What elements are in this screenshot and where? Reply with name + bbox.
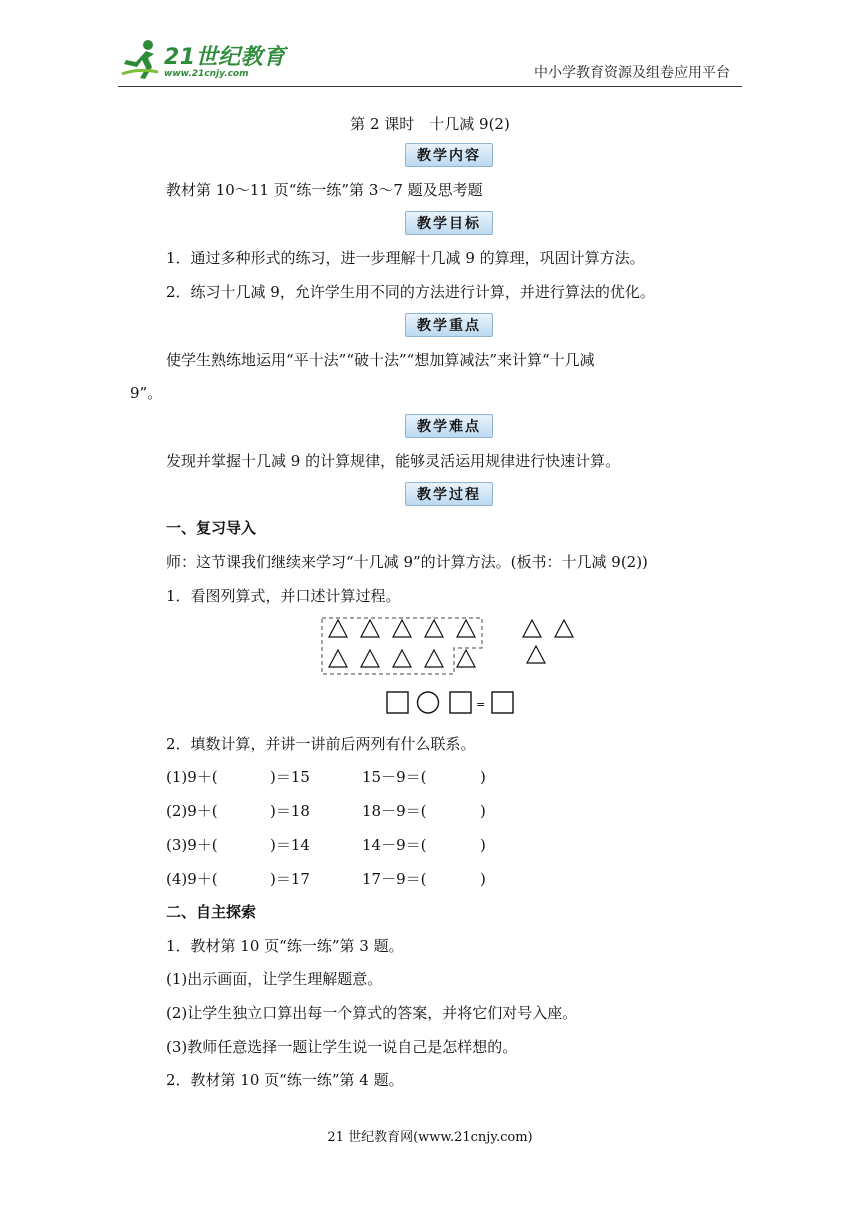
triangle-icon — [425, 650, 443, 667]
page-footer: 21 世纪教育网(www.21cnjy.com) — [327, 1130, 533, 1145]
fill-right-prefix: 17－9＝( — [362, 870, 427, 888]
triangle-icon — [329, 650, 347, 667]
content-text: 教材第 10～11 页“练一练”第 3～7 题及思考题 — [166, 181, 483, 199]
fill-right-prefix: 18－9＝( — [362, 802, 427, 820]
goal-item-2: 2．练习十几减 9，允许学生用不同的方法进行计算，并进行算法的优化。 — [166, 283, 655, 301]
badge-teaching-content: 教学内容 — [405, 143, 493, 167]
triangle-icon — [527, 646, 545, 663]
explore-item: (2)让学生独立口算出每一个算式的答案，并将它们对号入座。 — [166, 1004, 578, 1022]
triangle-icon — [361, 620, 379, 637]
goal-item-1: 1．通过多种形式的练习，进一步理解十几减 9 的算理，巩固计算方法。 — [166, 249, 645, 267]
logo-brand: 21世纪教育 — [164, 45, 286, 70]
key-text-line1: 使学生熟练地运用“平十法”“破十法”“想加算减法”来计算“十几减 — [166, 351, 595, 369]
equals-sign: = — [476, 698, 486, 711]
explore-item: (3)教师任意选择一题让学生说一说自己是怎样想的。 — [166, 1038, 518, 1056]
fill-left-prefix: (2)9＋( — [166, 802, 218, 820]
answer-box-icon — [450, 692, 471, 713]
fill-left-prefix: (1)9＋( — [166, 768, 218, 786]
explore-item: 1．教材第 10 页“练一练”第 3 题。 — [166, 937, 404, 955]
section-explore-heading: 二、自主探索 — [166, 903, 257, 921]
fill-left-suffix: )＝18 — [270, 802, 310, 820]
fill-right-suffix: ) — [480, 836, 486, 854]
triangle-icon — [329, 620, 347, 637]
triangle-icon — [425, 620, 443, 637]
header-divider — [118, 86, 742, 87]
triangle-icon — [457, 650, 475, 667]
exercise-2-prompt: 2．填数计算，并讲一讲前后两列有什么联系。 — [166, 735, 476, 753]
key-text-line2: 9”。 — [130, 384, 163, 402]
fill-left-suffix: )＝17 — [270, 870, 310, 888]
badge-teaching-difficulty: 教学难点 — [405, 414, 493, 438]
lesson-title: 第 2 课时 十几减 9(2) — [350, 115, 510, 133]
fill-right-suffix: ) — [480, 802, 486, 820]
answer-box-icon — [492, 692, 513, 713]
triangle-icon — [457, 620, 475, 637]
teacher-intro: 师：这节课我们继续来学习“十几减 9”的计算方法。(板书：十几减 9(2)) — [166, 553, 648, 571]
difficulty-text: 发现并掌握十几减 9 的计算规律，能够灵活运用规律进行快速计算。 — [166, 452, 621, 470]
logo-url: www.21cnjy.com — [164, 69, 249, 79]
platform-label: 中小学教育资源及组卷应用平台 — [534, 65, 730, 81]
badge-teaching-goals: 教学目标 — [405, 211, 493, 235]
triangle-icon — [393, 650, 411, 667]
fill-left-prefix: (4)9＋( — [166, 870, 218, 888]
triangle-icon — [523, 620, 541, 637]
fill-right-prefix: 15－9＝( — [362, 768, 427, 786]
badge-teaching-process: 教学过程 — [405, 482, 493, 506]
triangle-icon — [361, 650, 379, 667]
badge-teaching-key: 教学重点 — [405, 313, 493, 337]
site-logo — [118, 38, 288, 84]
section-review-heading: 一、复习导入 — [166, 519, 257, 537]
triangle-figure — [316, 614, 586, 718]
explore-item: (1)出示画面，让学生理解题意。 — [166, 970, 383, 988]
explore-item: 2．教材第 10 页“练一练”第 4 题。 — [166, 1071, 404, 1089]
fill-left-suffix: )＝14 — [270, 836, 310, 854]
triangle-icon — [393, 620, 411, 637]
answer-box-icon — [387, 692, 408, 713]
fill-right-prefix: 14－9＝( — [362, 836, 427, 854]
operator-circle-icon — [418, 692, 439, 713]
fill-left-prefix: (3)9＋( — [166, 836, 218, 854]
triangle-icon — [555, 620, 573, 637]
runner-logo-icon — [118, 38, 162, 80]
exercise-1-prompt: 1．看图列算式，并口述计算过程。 — [166, 587, 401, 605]
fill-left-suffix: )＝15 — [270, 768, 310, 786]
fill-right-suffix: ) — [480, 768, 486, 786]
fill-right-suffix: ) — [480, 870, 486, 888]
